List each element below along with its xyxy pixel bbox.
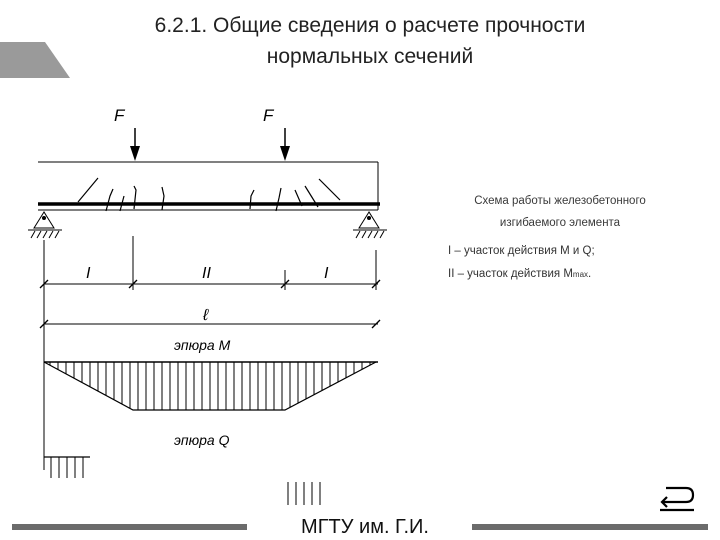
- legend-line-2-text: II – участок действия M: [448, 268, 573, 280]
- force-label-right: F: [263, 106, 274, 125]
- title-line-1: 6.2.1. Общие сведения о расчете прочности: [154, 14, 586, 37]
- zones-dimension: [40, 265, 380, 288]
- zone-label-i-left: I: [86, 265, 91, 282]
- force-arrow-right: [263, 106, 290, 161]
- force-arrow-left: [114, 106, 140, 161]
- support-left: [28, 212, 62, 238]
- footer-bar-left: [12, 524, 247, 530]
- moment-diagram: [44, 337, 378, 410]
- return-arrow-icon[interactable]: [656, 482, 696, 512]
- title-line-2: нормальных сечений: [266, 45, 474, 68]
- shear-diagram-label: эпюра Q: [174, 432, 230, 448]
- beam: [38, 162, 380, 210]
- shear-diagram: [44, 432, 320, 505]
- caption-line-1: Схема работы железобетонного: [474, 195, 646, 207]
- footer-bar-right: [472, 524, 708, 530]
- force-label-left: F: [114, 106, 125, 125]
- zone-label-ii: II: [202, 265, 211, 282]
- caption-line-2: изгибаемого элемента: [499, 217, 621, 229]
- span-label: ℓ: [203, 307, 209, 324]
- legend-line-2-subscript: max: [572, 270, 589, 279]
- legend-line-2: [448, 268, 591, 280]
- cracks: [78, 178, 340, 211]
- legend-line-1: I – участок действия M и Q;: [448, 245, 595, 257]
- span-dimension: [40, 307, 380, 328]
- support-right: [353, 212, 387, 238]
- legend-line-2-end: .: [588, 268, 592, 280]
- zone-label-i-right: I: [324, 265, 329, 282]
- footer-text: МГТУ им. Г.И.: [301, 516, 429, 538]
- moment-diagram-label: эпюра M: [174, 337, 231, 353]
